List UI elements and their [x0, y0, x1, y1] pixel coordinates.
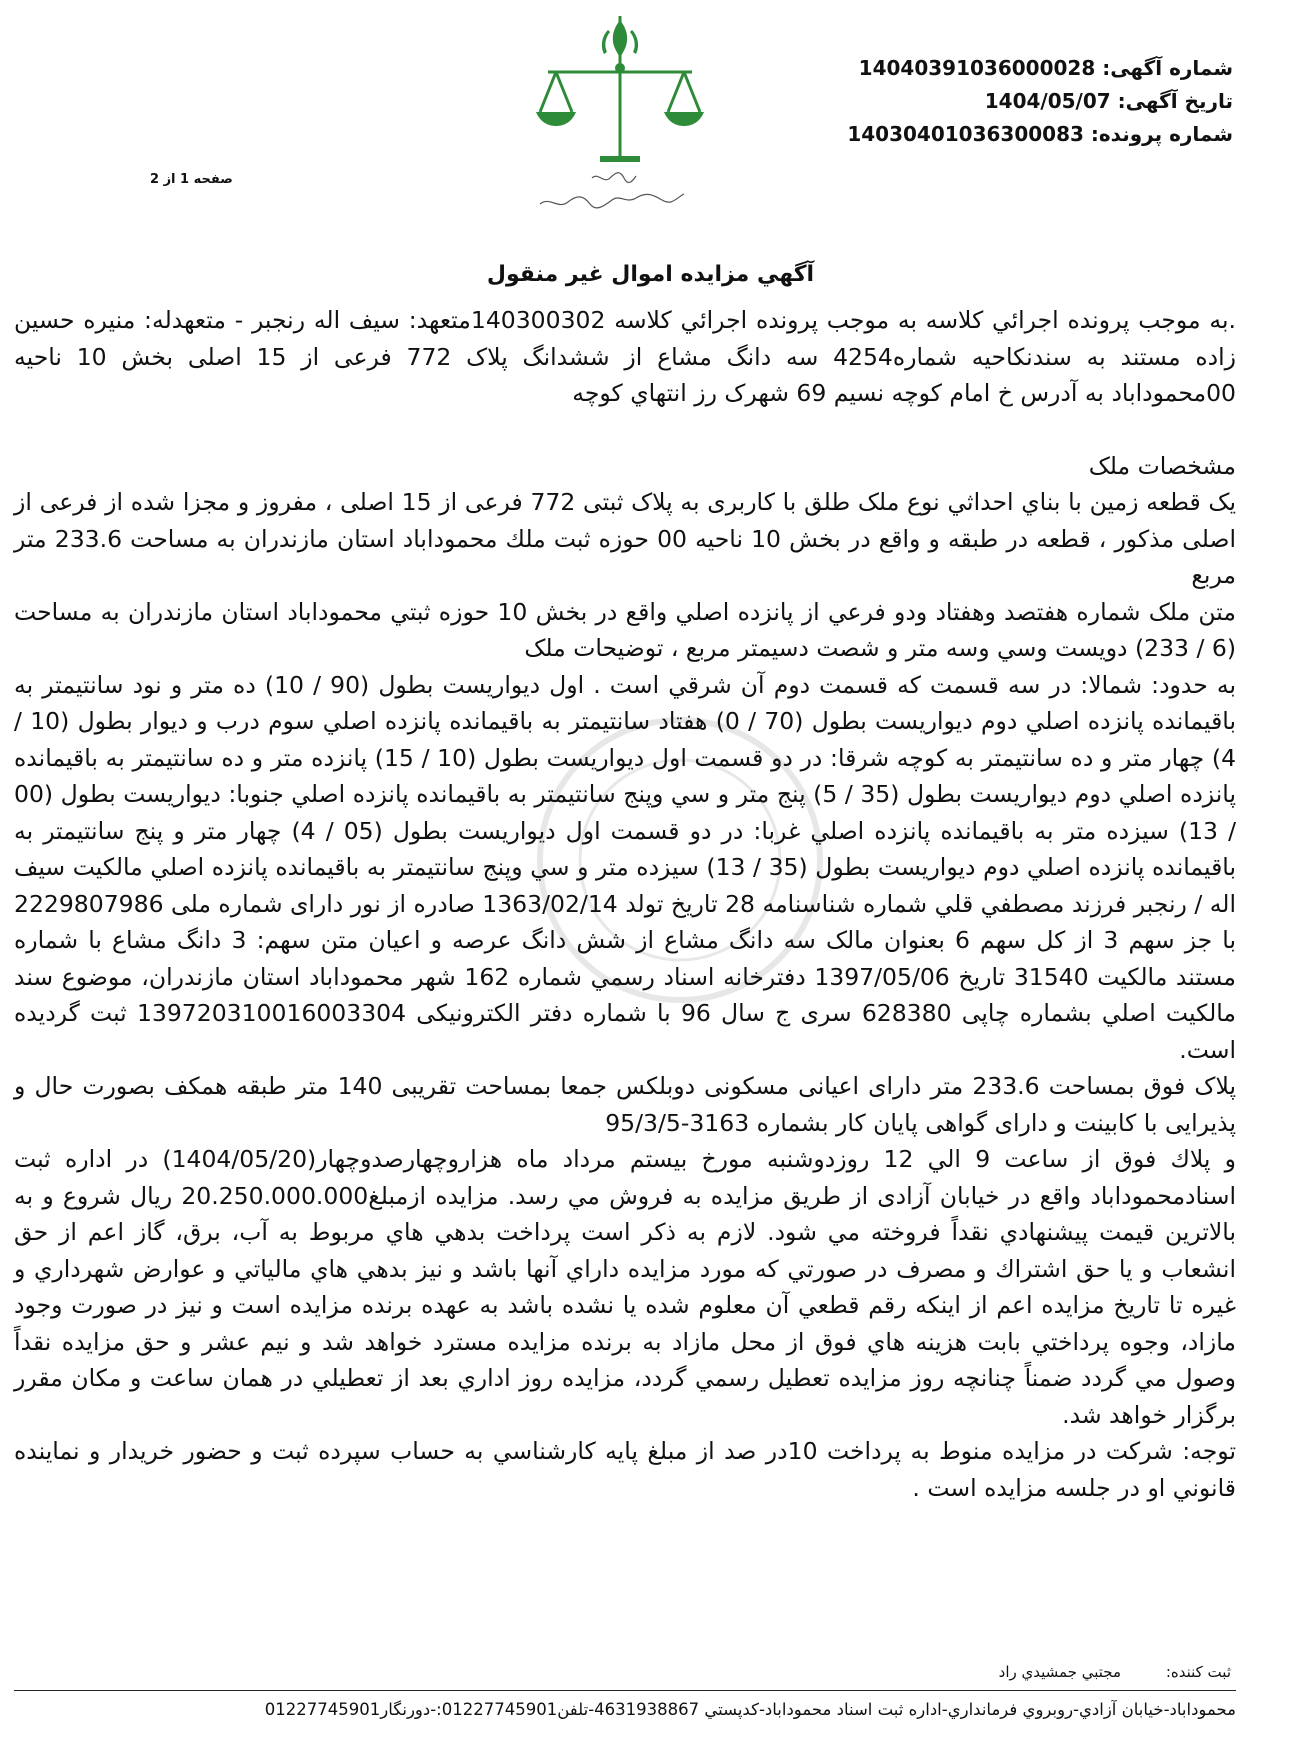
file-number-row	[773, 118, 1233, 151]
registrar-name: مجتبي جمشيدي راد	[998, 1663, 1122, 1681]
property-specs-heading: مشخصات ملک	[1088, 451, 1236, 480]
notice-date-row	[773, 85, 1233, 118]
file-number-label: شماره پرونده:	[1090, 122, 1233, 146]
registrar	[999, 1663, 1231, 1681]
property-text: متن ملک شماره هفتصد وهفتاد ودو فرعي از پانزده اصلي واقع در بخش 10 حوزه ثبتي محموداباد استان مازندران به مساحت (6 / 233) دويست وسي وسه متر و شصت دسيمتر مربع ، توضيحات ملک	[14, 597, 1236, 662]
auction-terms: و پلاك فوق از ساعت 9 الي 12 روزدوشنبه مورخ بيستم مرداد ماه هزاروچهارصدوچهار(1404/05/20) در اداره ثبت اسنادمحموداباد واقع در خيابان آزادی از طريق مزايده به فروش مي رسد. مزايده ازمبلغ20.250.000.000 ريال شروع و به بالاترين قيمت پيشنهادي نقداً فروخته مي شود. لازم به ذكر است پرداخت بدهي هاي مربوط به آب، برق، گاز اعم از حق انشعاب و يا حق اشتراك و مصرف در صورتي كه مورد مزايده داراي آنها باشد و نيز بدهي هاي مالياتي و عوارض شهرداري و غيره تا تاريخ مزايده اعم از اينكه رقم قطعي آن معلوم شده يا نشده باشد به عهده برنده مزايده است و نيز در صورت وجود مازاد، وجوه پرداختي بابت هزينه هاي فوق از محل مازاد به برنده مزايده مسترد خواهد شد و نيم عشر و حق مزايده نقداً وصول مي گردد ضمناً چنانچه روز مزايده تعطيل رسمي گردد، مزايده روز اداري بعد از تعطيلي در همان ساعت و مكان مقرر برگزار خواهد شد.	[14, 1145, 1237, 1429]
notice-number-row	[773, 52, 1233, 85]
document-body	[14, 302, 1236, 1506]
notice-number-label: شماره آگهی:	[1102, 56, 1233, 80]
page-indicator: صفحه 1 از 2	[150, 172, 233, 187]
case-paragraph: .به موجب پرونده اجرائي كلاسه به موجب پرونده اجرائي كلاسه 140300302متعهد: سيف اله رنجبر - متعهدله: منيره حسين زاده مستند به سندنكاحيه شماره4254 سه دانگ مشاع از ششدانگ پلاک 772 فرعی از 15 اصلی بخش 10 ناحيه 00محموداباد به آدرس خ امام كوچه نسيم 69 شهرک رز انتهاي كوچه	[14, 306, 1237, 407]
footer-address: محموداباد-خيابان آزادي-روبروي فرمانداري-اداره ثبت اسناد محموداباد-کدپستي 4631938867-تلفن01227745901:-دورنگار01227745901	[264, 1700, 1236, 1719]
building-details: پلاک فوق بمساحت 233.6 متر دارای اعيانی مسکونی دوبلکس جمعا بمساحت تقريبی 140 متر طبقه همکف بصورت حال و پذيرايی با کابينت و دارای گواهی پايان کار بشماره 3163-95/3/5	[14, 1072, 1237, 1137]
property-boundaries: به حدود: شمالا: در سه قسمت كه قسمت دوم آن شرقي است . اول ديواريست بطول (90 / 10) ده متر و نود سانتيمتر به باقيمانده پانزده اصلي دوم ديواريست بطول (70 / 0) هفتاد سانتيمتر به باقيمانده پانزده اصلي سوم درب و ديوار بطول (10 / 4) چهار متر و ده سانتيمتر به كوچه شرقا: در دو قسمت اول ديواريست بطول (10 / 15) پانزده متر و ده سانتيمتر به باقيمانده پانزده اصلي دوم ديواريست بطول (35 / 5) پنج متر و سي وپنج سانتيمتر به باقيمانده پانزده اصلي جنوبا: ديواريست بطول (00 / 13) سيزده متر به باقيمانده پانزده اصلي غربا: در دو قسمت اول ديواريست بطول (05 / 4) چهار متر و پنج سانتيمتر به باقيمانده پانزده اصلي دوم ديواريست بطول (35 / 13) سيزده متر و سي وپنج سانتيمتر به باقيمانده پانزده اصلي مالكيت سيف اله / رنجبر فرزند مصطفي قلي شماره شناسنامه 28 تاريخ تولد 1363/02/14 صادره از نور داراى شماره ملى 2229807986 با جز سهم 3 از كل سهم 6 بعنوان مالک سه دانگ مشاع از شش دانگ عرصه و اعيان متن سهم: 3 دانگ مشاع با شماره مستند مالكيت 31540 تاريخ 1397/05/06 دفترخانه اسناد رسمي شماره 162 شهر محموداباد استان مازندران، موضوع سند مالكيت اصلي بشماره چاپی 628380 سری ج سال 96 با شماره دفتر الکترونیکی 139720310016003304 ثبت گرديده است.	[14, 670, 1237, 1064]
notice-date-label: تاریخ آگهی:	[1117, 89, 1233, 113]
notice-date: 1404/05/07	[984, 89, 1111, 113]
footer-divider	[14, 1690, 1236, 1691]
property-description: يک قطعه زمين با بناي احداثي نوع ملک طلق با کاربری به پلاک ثبتی 772 فرعی از 15 اصلی ، مفروز و مجزا شده از فرعی از اصلی مذکور ، قطعه در طبقه و واقع در بخش 10 ناحيه 00 حوزه ثبت ملك محموداباد استان مازندران به مساحت 233.6 متر مربع	[14, 488, 1237, 589]
participation-note: توجه: شركت در مزايده منوط به پرداخت 10در صد از مبلغ پايه كارشناسي به حساب سپرده ثبت و حضور خريدار و نماينده قانوني او در جلسه مزايده است .	[14, 1437, 1236, 1502]
notice-header	[773, 52, 1233, 151]
notice-number: 14040391036000028	[858, 56, 1096, 80]
document-title: آگهي مزايده اموال غير منقول	[486, 262, 815, 287]
scales-of-justice-icon	[520, 8, 720, 218]
judiciary-emblem	[520, 8, 720, 218]
registrar-label: ثبت کننده:	[1165, 1663, 1231, 1681]
file-number: 14030401036300083	[847, 122, 1084, 146]
